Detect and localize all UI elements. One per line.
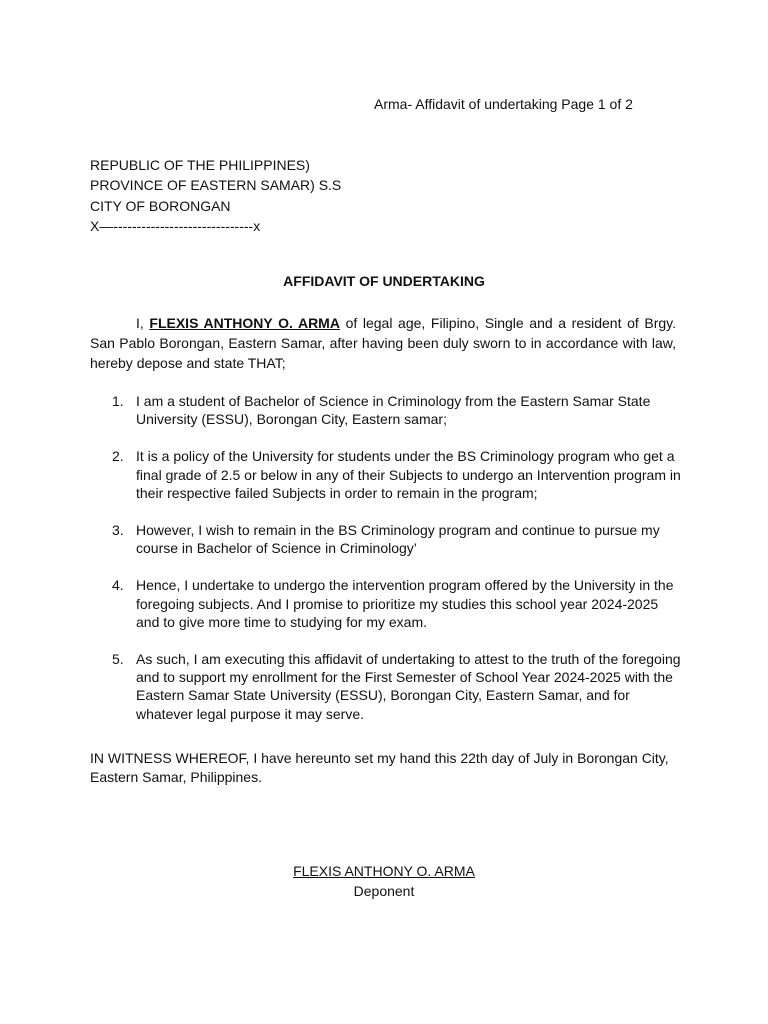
- venue-line-city: CITY OF BORONGAN: [90, 197, 231, 214]
- venue-line-republic: REPUBLIC OF THE PHILIPPINES): [90, 157, 310, 173]
- list-item-number: 3.: [112, 522, 124, 539]
- list-item-text: I am a student of Bachelor of Science in Criminology from the Eastern Samar State University (ESSU), Borongan City, Eastern samar;: [136, 393, 651, 428]
- intro-prefix: I,: [136, 315, 150, 331]
- list-item-text: However, I wish to remain in the BS Criminology program and continue to pursue my course in Bachelor of Science in Criminology’: [136, 522, 660, 557]
- list-item: [90, 447, 682, 502]
- list-item: [90, 650, 682, 723]
- signature-block: [0, 862, 768, 901]
- intro-paragraph: [90, 313, 676, 373]
- list-item: [90, 576, 682, 631]
- list-item-number: 1.: [112, 393, 124, 409]
- list-item-text: Hence, I undertake to undergo the intervention program offered by the University in the foregoing subjects. And I promise to prioritize my studies this school year 2024-2025 and to give more time to studying for my exam.: [136, 577, 674, 630]
- witness-paragraph: IN WITNESS WHEREOF, I have hereunto set my hand this 22th day of July in Borongan City, Eastern Samar, Philippines.: [90, 750, 669, 785]
- affiant-name: FLEXIS ANTHONY O. ARMA: [149, 315, 340, 331]
- document-title: AFFIDAVIT OF UNDERTAKING: [283, 273, 485, 289]
- signatory-name: FLEXIS ANTHONY O. ARMA: [293, 863, 475, 879]
- list-item-number: 2.: [112, 448, 124, 465]
- venue-block: [90, 155, 341, 236]
- signatory-role: Deponent: [353, 882, 415, 899]
- statement-list: [90, 392, 682, 742]
- list-item: [90, 392, 682, 428]
- venue-line-province: PROVINCE OF EASTERN SAMAR) S.S: [90, 177, 342, 194]
- list-item-text: As such, I am executing this affidavit of undertaking to attest to the truth of the foregoing and to support my enrollment for the First Semester of School Year 2024-2025 with the Eastern Samar State University (ESSU), Borongan City, Eastern Samar, and for whatever legal purpose it may serve.: [136, 651, 681, 722]
- list-item: [90, 521, 682, 557]
- list-item-text: It is a policy of the University for students under the BS Criminology program who get a final grade of 2.5 or below in any of their Subjects to undergo an Intervention program in their respective failed Subjects in order to remain in the program;: [136, 448, 681, 501]
- list-item-number: 5.: [112, 651, 124, 668]
- venue-line-separator: X—------------------------------x: [90, 217, 261, 234]
- intro-text: of legal age, Filipino, Single and a resident of Brgy. San Pablo Borongan, Eastern Samar, after having been duly sworn to in accordance with law, hereby depose and state THAT;: [90, 315, 676, 371]
- list-item-number: 4.: [112, 577, 124, 594]
- page-header: Arma- Affidavit of undertaking Page 1 of 2: [374, 96, 633, 112]
